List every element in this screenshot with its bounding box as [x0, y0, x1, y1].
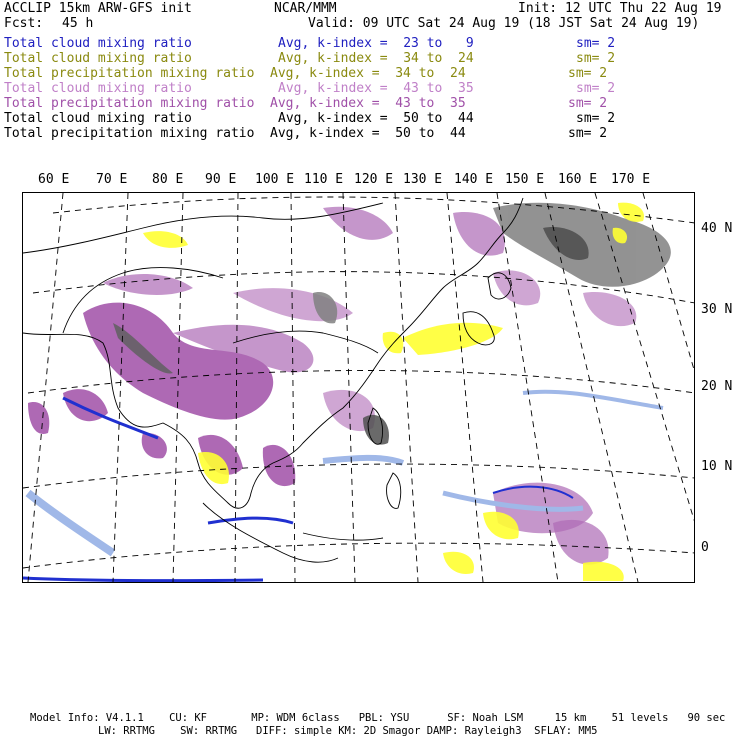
field-avg: Avg, k-index = 50 to 44: [270, 126, 466, 141]
model-info-line1: Model Info: V4.1.1 CU: KF MP: WDM 6class PBL: YSU SF: Noah LSM 15 km 51 levels 90 sec: [30, 712, 726, 724]
field-avg: Avg, k-index = 43 to 35: [270, 96, 466, 111]
init-time: Init: 12 UTC Thu 22 Aug 19: [518, 1, 722, 16]
field-name: Total precipitation mixing ratio: [4, 66, 255, 81]
lat-label: 40 N: [701, 221, 733, 236]
lon-label: 60 E: [38, 172, 70, 187]
field-avg: Avg, k-index = 34 to 24: [270, 66, 466, 81]
field-name: Total cloud mixing ratio: [4, 81, 192, 96]
lon-label: 100 E: [255, 172, 295, 187]
lon-label: 170 E: [611, 172, 651, 187]
field-sm: sm= 2: [568, 96, 608, 111]
lon-label: 130 E: [403, 172, 443, 187]
field-sm: sm= 2: [568, 126, 608, 141]
lon-label: 90 E: [205, 172, 237, 187]
lat-label: 30 N: [701, 302, 733, 317]
field-name: Total cloud mixing ratio: [4, 51, 192, 66]
forecast-hours: 45 h: [62, 16, 94, 31]
lon-label: 140 E: [454, 172, 494, 187]
field-sm: sm= 2: [568, 66, 608, 81]
lon-label: 160 E: [558, 172, 598, 187]
forecast-label: Fcst:: [4, 16, 44, 31]
lat-label: 10 N: [701, 459, 733, 474]
lat-label: 0: [701, 540, 709, 555]
lon-label: 120 E: [354, 172, 394, 187]
valid-time: Valid: 09 UTC Sat 24 Aug 19 (18 JST Sat 24 Aug 19): [308, 16, 700, 31]
field-name: Total precipitation mixing ratio: [4, 126, 255, 141]
field-sm: sm= 2: [576, 111, 616, 126]
lon-label: 110 E: [304, 172, 344, 187]
product-title: ACCLIP 15km ARW-GFS init: [4, 1, 192, 16]
lon-label: 150 E: [505, 172, 545, 187]
lon-label: 80 E: [152, 172, 184, 187]
field-sm: sm= 2: [576, 81, 616, 96]
forecast-map: [23, 193, 694, 582]
lat-label: 20 N: [701, 379, 733, 394]
field-avg: Avg, k-index = 50 to 44: [278, 111, 474, 126]
field-name: Total cloud mixing ratio: [4, 36, 192, 51]
field-name: Total cloud mixing ratio: [4, 111, 192, 126]
field-avg: Avg, k-index = 43 to 35: [278, 81, 474, 96]
field-sm: sm= 2: [576, 51, 616, 66]
agency-title: NCAR/MMM: [274, 1, 337, 16]
lon-label: 70 E: [96, 172, 128, 187]
field-name: Total precipitation mixing ratio: [4, 96, 255, 111]
field-avg: Avg, k-index = 34 to 24: [278, 51, 474, 66]
field-avg: Avg, k-index = 23 to 9: [278, 36, 474, 51]
model-info-line2: LW: RRTMG SW: RRTMG DIFF: simple KM: 2D Smagor DAMP: Rayleigh3 SFLAY: MM5: [98, 725, 598, 737]
map-panel: [22, 192, 695, 583]
field-sm: sm= 2: [576, 36, 616, 51]
